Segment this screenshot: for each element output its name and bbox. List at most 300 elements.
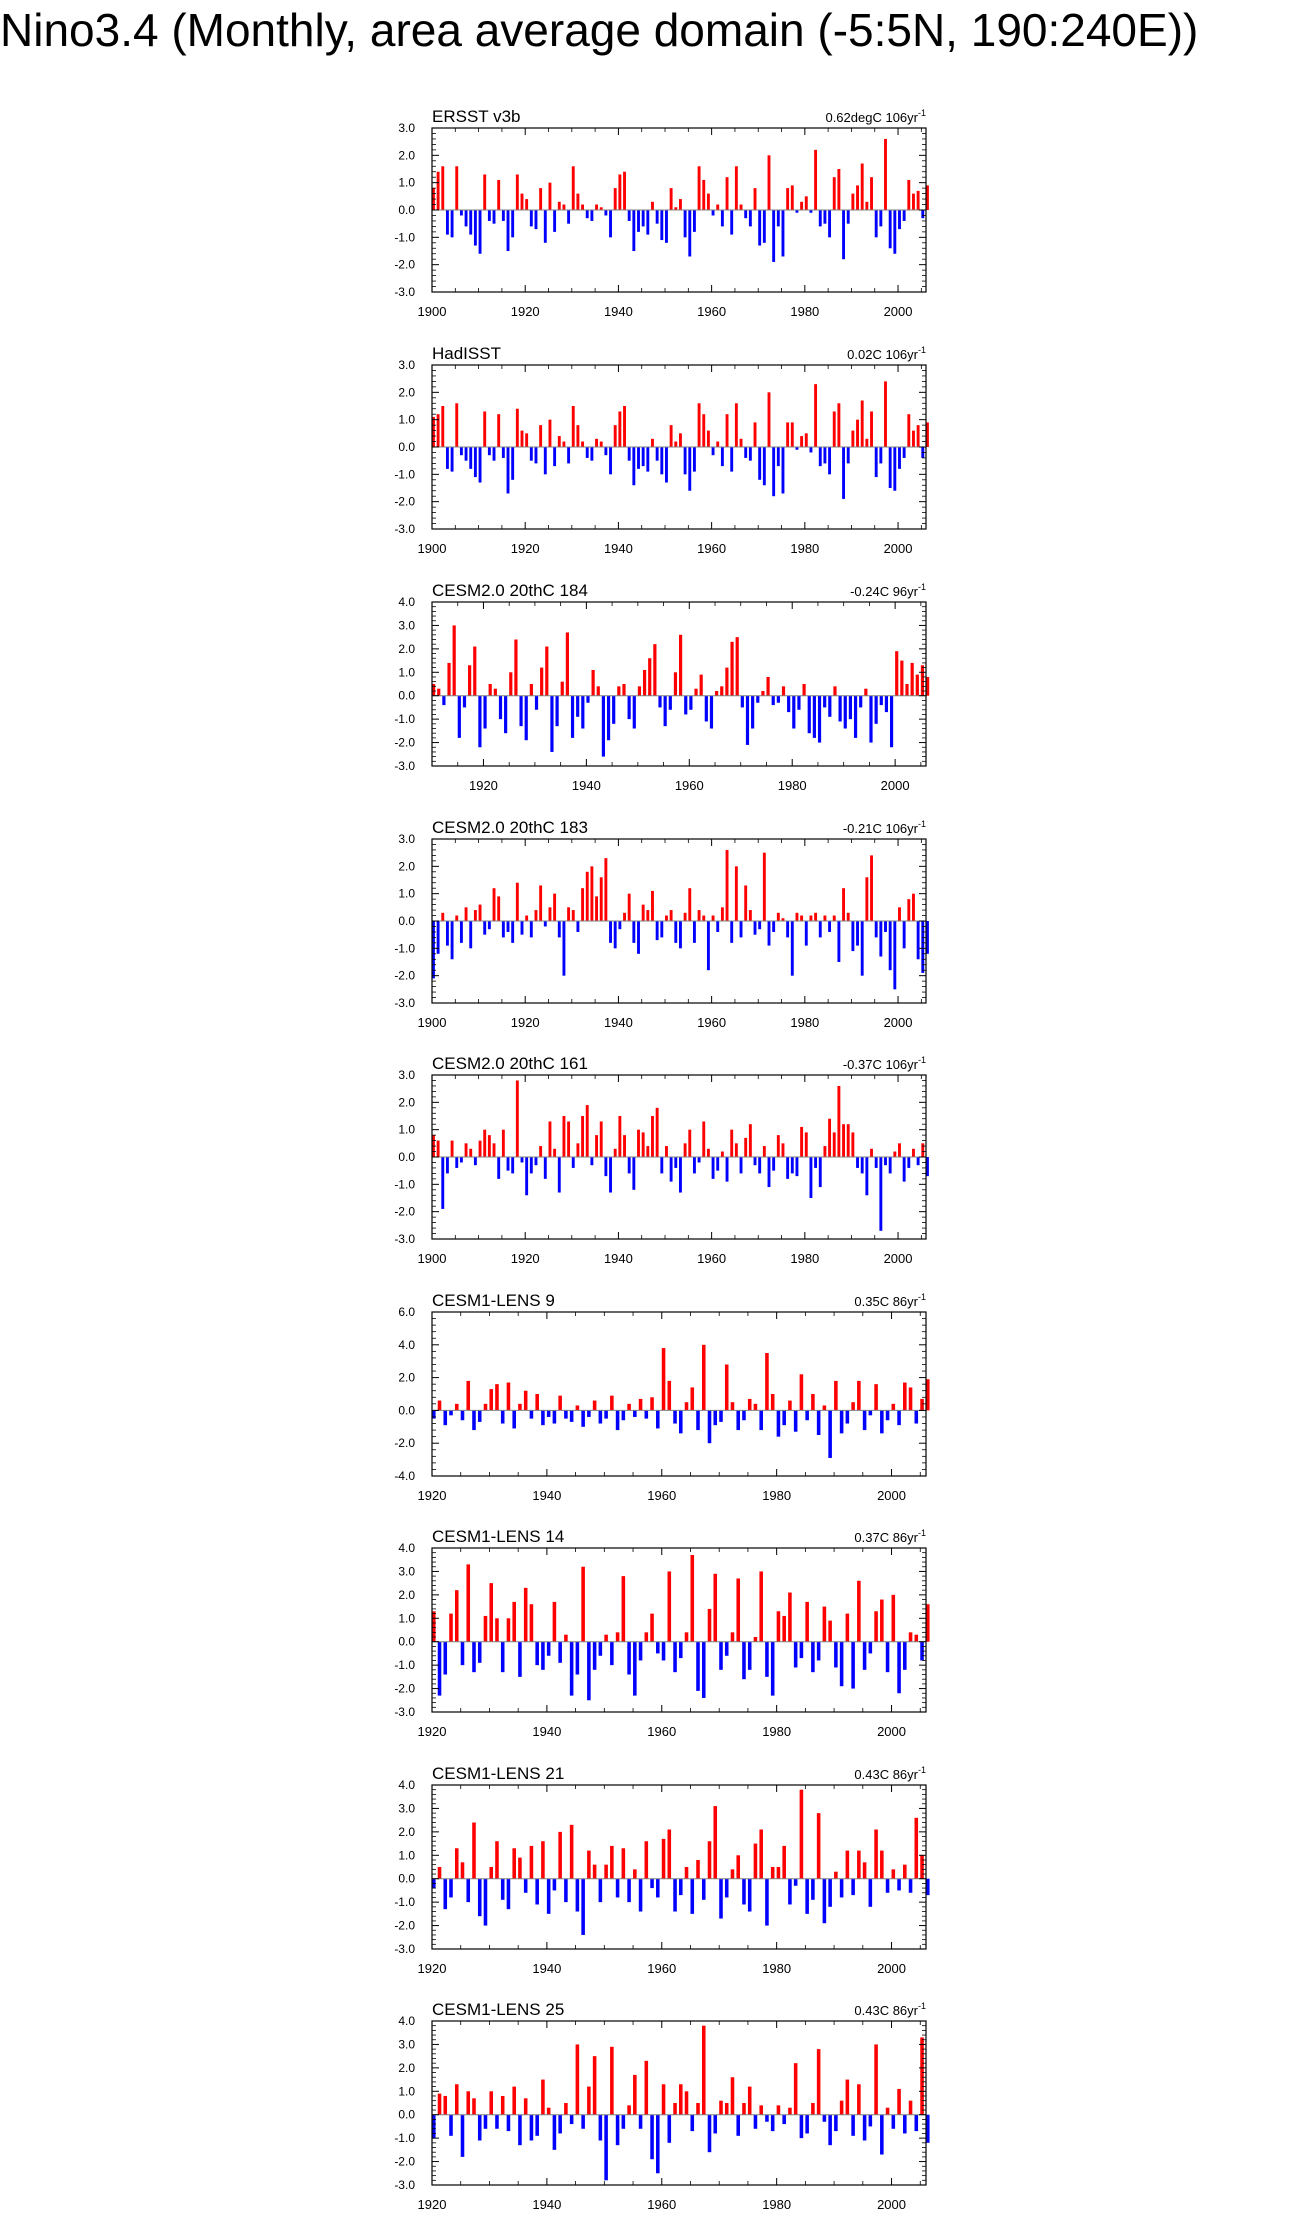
positive-anomaly-bar bbox=[761, 691, 764, 696]
negative-anomaly-bar bbox=[646, 210, 649, 235]
negative-anomaly-bar bbox=[576, 1879, 580, 1912]
negative-anomaly-bar bbox=[484, 2115, 488, 2129]
negative-anomaly-bar bbox=[921, 210, 924, 218]
positive-anomaly-bar bbox=[744, 885, 747, 921]
positive-anomaly-bar bbox=[650, 1397, 654, 1410]
positive-anomaly-bar bbox=[884, 381, 887, 447]
x-tick-label: 1960 bbox=[647, 1961, 677, 1976]
positive-anomaly-bar bbox=[754, 1637, 758, 1642]
negative-anomaly-bar bbox=[754, 921, 757, 935]
positive-anomaly-bar bbox=[493, 1143, 496, 1157]
positive-anomaly-bar bbox=[803, 684, 806, 696]
negative-anomaly-bar bbox=[746, 696, 749, 745]
x-tick-label: 1920 bbox=[417, 1488, 447, 1503]
negative-anomaly-bar bbox=[758, 921, 761, 929]
negative-anomaly-bar bbox=[544, 210, 547, 243]
positive-anomaly-bar bbox=[622, 1576, 626, 1642]
x-tick-label: 1940 bbox=[532, 2197, 562, 2212]
positive-anomaly-bar bbox=[495, 1841, 499, 1878]
negative-anomaly-bar bbox=[869, 696, 872, 743]
positive-anomaly-bar bbox=[777, 1867, 781, 1879]
negative-anomaly-bar bbox=[587, 1642, 591, 1701]
negative-anomaly-bar bbox=[689, 696, 692, 710]
negative-anomaly-bar bbox=[903, 921, 906, 948]
y-tick-label: -1.0 bbox=[394, 467, 415, 482]
negative-anomaly-bar bbox=[797, 696, 800, 710]
y-tick-label: -1.0 bbox=[394, 1177, 415, 1192]
chart-panel bbox=[394, 2000, 929, 2212]
positive-anomaly-bar bbox=[516, 174, 519, 210]
positive-anomaly-bar bbox=[735, 866, 738, 921]
negative-anomaly-bar bbox=[730, 921, 733, 943]
positive-anomaly-bar bbox=[455, 403, 458, 447]
negative-anomaly-bar bbox=[673, 1642, 677, 1672]
x-tick-label: 1920 bbox=[417, 1961, 447, 1976]
positive-anomaly-bar bbox=[581, 888, 584, 921]
negative-anomaly-bar bbox=[525, 1157, 528, 1195]
positive-anomaly-bar bbox=[870, 855, 873, 921]
negative-anomaly-bar bbox=[618, 921, 621, 929]
negative-anomaly-bar bbox=[716, 1157, 719, 1171]
negative-anomaly-bar bbox=[772, 210, 775, 262]
positive-anomaly-bar bbox=[679, 635, 682, 696]
negative-anomaly-bar bbox=[698, 1157, 701, 1162]
negative-anomaly-bar bbox=[674, 1157, 677, 1168]
positive-anomaly-bar bbox=[455, 1404, 459, 1411]
positive-anomaly-bar bbox=[618, 1116, 621, 1157]
negative-anomaly-bar bbox=[693, 1157, 696, 1173]
figure-title: Nino3.4 (Monthly, area average domain (-5:5N, 190:240E)) bbox=[0, 4, 1199, 56]
negative-anomaly-bar bbox=[474, 1157, 477, 1165]
negative-anomaly-bar bbox=[674, 921, 677, 943]
positive-anomaly-bar bbox=[547, 2108, 551, 2115]
positive-anomaly-bar bbox=[851, 194, 854, 210]
negative-anomaly-bar bbox=[863, 1642, 867, 1670]
positive-anomaly-bar bbox=[558, 436, 561, 447]
y-tick-label: 1.0 bbox=[398, 1848, 415, 1863]
positive-anomaly-bar bbox=[479, 1141, 482, 1157]
positive-anomaly-bar bbox=[455, 1590, 459, 1642]
positive-anomaly-bar bbox=[662, 1839, 666, 1879]
positive-anomaly-bar bbox=[698, 166, 701, 210]
positive-anomaly-bar bbox=[702, 2026, 706, 2115]
positive-anomaly-bar bbox=[800, 1127, 803, 1157]
positive-anomaly-bar bbox=[623, 172, 626, 210]
positive-anomaly-bar bbox=[742, 2103, 746, 2115]
plot-frame bbox=[432, 1785, 926, 1949]
y-tick-label: 4.0 bbox=[398, 1778, 415, 1792]
positive-anomaly-bar bbox=[595, 205, 598, 210]
negative-anomaly-bar bbox=[786, 1157, 789, 1179]
y-tick-label: -3.0 bbox=[394, 1705, 415, 1719]
y-tick-label: 3.0 bbox=[398, 1801, 415, 1816]
positive-anomaly-bar bbox=[909, 2101, 913, 2115]
negative-anomaly-bar bbox=[502, 210, 505, 221]
positive-anomaly-bar bbox=[592, 670, 595, 696]
positive-anomaly-bar bbox=[834, 1381, 838, 1411]
positive-anomaly-bar bbox=[912, 431, 915, 447]
negative-anomaly-bar bbox=[488, 210, 491, 221]
positive-anomaly-bar bbox=[884, 139, 887, 210]
y-tick-label: 1.0 bbox=[398, 1611, 415, 1626]
positive-anomaly-bar bbox=[857, 1581, 861, 1642]
negative-anomaly-bar bbox=[805, 1410, 809, 1420]
negative-anomaly-bar bbox=[740, 1157, 743, 1173]
negative-anomaly-bar bbox=[688, 210, 691, 256]
x-tick-label: 1920 bbox=[417, 1724, 447, 1739]
negative-anomaly-bar bbox=[787, 696, 790, 712]
negative-anomaly-bar bbox=[837, 921, 840, 962]
negative-anomaly-bar bbox=[903, 210, 906, 221]
negative-anomaly-bar bbox=[446, 921, 449, 946]
positive-anomaly-bar bbox=[593, 1401, 597, 1411]
negative-anomaly-bar bbox=[794, 1642, 798, 1668]
panel-annotation: 0.43C $86yr^{-1}$ bbox=[854, 1765, 926, 1782]
negative-anomaly-bar bbox=[869, 1879, 873, 1907]
positive-anomaly-bar bbox=[698, 403, 701, 447]
negative-anomaly-bar bbox=[656, 921, 659, 940]
negative-anomaly-bar bbox=[917, 921, 920, 959]
positive-anomaly-bar bbox=[688, 1130, 691, 1157]
y-tick-label: 2.0 bbox=[398, 859, 415, 874]
positive-anomaly-bar bbox=[514, 639, 517, 695]
positive-anomaly-bar bbox=[857, 2084, 861, 2114]
y-tick-label: 1.0 bbox=[398, 886, 415, 901]
positive-anomaly-bar bbox=[740, 205, 743, 210]
y-tick-label: 0.0 bbox=[398, 1634, 415, 1649]
positive-anomaly-bar bbox=[656, 1108, 659, 1157]
negative-anomaly-bar bbox=[777, 1410, 781, 1436]
x-tick-label: 1980 bbox=[762, 1488, 792, 1503]
y-tick-label: -2.0 bbox=[394, 1918, 415, 1933]
negative-anomaly-bar bbox=[844, 696, 847, 729]
positive-anomaly-bar bbox=[662, 1348, 666, 1410]
y-tick-label: 0.0 bbox=[398, 688, 415, 703]
negative-anomaly-bar bbox=[886, 1642, 890, 1672]
negative-anomaly-bar bbox=[791, 1157, 794, 1173]
negative-anomaly-bar bbox=[851, 2115, 855, 2136]
positive-anomaly-bar bbox=[455, 166, 458, 210]
negative-anomaly-bar bbox=[553, 210, 556, 232]
negative-anomaly-bar bbox=[879, 210, 882, 226]
negative-anomaly-bar bbox=[726, 1157, 729, 1182]
positive-anomaly-bar bbox=[863, 1862, 867, 1878]
x-tick-label: 2000 bbox=[883, 541, 913, 556]
positive-anomaly-bar bbox=[614, 1149, 617, 1157]
negative-anomaly-bar bbox=[849, 696, 852, 719]
negative-anomaly-bar bbox=[501, 1879, 505, 1900]
positive-anomaly-bar bbox=[837, 403, 840, 447]
negative-anomaly-bar bbox=[889, 210, 892, 248]
positive-anomaly-bar bbox=[749, 1124, 752, 1157]
positive-anomaly-bar bbox=[570, 1825, 574, 1879]
negative-anomaly-bar bbox=[856, 921, 859, 946]
negative-anomaly-bar bbox=[771, 1642, 775, 1696]
positive-anomaly-bar bbox=[483, 174, 486, 210]
negative-anomaly-bar bbox=[915, 2115, 919, 2131]
positive-anomaly-bar bbox=[501, 2096, 505, 2115]
negative-anomaly-bar bbox=[782, 2115, 786, 2124]
negative-anomaly-bar bbox=[898, 210, 901, 229]
positive-anomaly-bar bbox=[679, 433, 682, 447]
positive-anomaly-bar bbox=[628, 894, 631, 921]
positive-anomaly-bar bbox=[730, 642, 733, 696]
positive-anomaly-bar bbox=[814, 384, 817, 447]
x-tick-label: 1940 bbox=[603, 1015, 633, 1030]
positive-anomaly-bar bbox=[617, 686, 620, 695]
positive-anomaly-bar bbox=[600, 1121, 603, 1157]
positive-anomaly-bar bbox=[558, 1832, 562, 1879]
negative-anomaly-bar bbox=[823, 1879, 827, 1924]
x-tick-label: 2000 bbox=[880, 778, 910, 793]
negative-anomaly-bar bbox=[758, 1157, 761, 1173]
negative-anomaly-bar bbox=[828, 921, 831, 932]
positive-anomaly-bar bbox=[892, 1595, 896, 1642]
positive-anomaly-bar bbox=[725, 1364, 729, 1410]
negative-anomaly-bar bbox=[817, 1642, 821, 1661]
positive-anomaly-bar bbox=[576, 2044, 580, 2114]
positive-anomaly-bar bbox=[731, 1632, 735, 1641]
chart-panel bbox=[394, 818, 929, 1030]
positive-anomaly-bar bbox=[642, 1132, 645, 1157]
positive-anomaly-bar bbox=[846, 1614, 850, 1642]
positive-anomaly-bar bbox=[870, 177, 873, 210]
positive-anomaly-bar bbox=[473, 647, 476, 696]
negative-anomaly-bar bbox=[879, 447, 882, 463]
positive-anomaly-bar bbox=[786, 188, 789, 210]
negative-anomaly-bar bbox=[535, 696, 538, 710]
positive-anomaly-bar bbox=[539, 188, 542, 210]
positive-anomaly-bar bbox=[455, 1848, 459, 1878]
chart-panel bbox=[394, 1527, 929, 1739]
positive-anomaly-bar bbox=[768, 155, 771, 210]
negative-anomaly-bar bbox=[890, 696, 893, 748]
negative-anomaly-bar bbox=[479, 447, 482, 483]
positive-anomaly-bar bbox=[512, 1602, 516, 1642]
x-tick-label: 1940 bbox=[571, 778, 601, 793]
negative-anomaly-bar bbox=[442, 696, 445, 705]
negative-anomaly-bar bbox=[886, 1410, 890, 1420]
positive-anomaly-bar bbox=[861, 164, 864, 210]
y-tick-label: -2.0 bbox=[394, 735, 415, 750]
positive-anomaly-bar bbox=[616, 1632, 620, 1641]
negative-anomaly-bar bbox=[792, 696, 795, 729]
positive-anomaly-bar bbox=[800, 202, 803, 210]
positive-anomaly-bar bbox=[763, 1146, 766, 1157]
positive-anomaly-bar bbox=[438, 1867, 442, 1879]
positive-anomaly-bar bbox=[754, 188, 757, 210]
panel-annotation: 0.37C $86yr^{-1}$ bbox=[854, 1528, 926, 1545]
negative-anomaly-bar bbox=[840, 1410, 844, 1433]
negative-anomaly-bar bbox=[499, 696, 502, 719]
x-tick-label: 1960 bbox=[674, 778, 704, 793]
negative-anomaly-bar bbox=[507, 447, 510, 493]
y-tick-label: -3.0 bbox=[394, 285, 415, 299]
positive-anomaly-bar bbox=[466, 2091, 470, 2114]
positive-anomaly-bar bbox=[437, 172, 440, 210]
positive-anomaly-bar bbox=[441, 913, 444, 921]
negative-anomaly-bar bbox=[460, 210, 463, 215]
positive-anomaly-bar bbox=[576, 194, 579, 210]
positive-anomaly-bar bbox=[540, 668, 543, 696]
positive-anomaly-bar bbox=[553, 1149, 556, 1157]
negative-anomaly-bar bbox=[903, 447, 906, 458]
negative-anomaly-bar bbox=[547, 1879, 551, 1914]
positive-anomaly-bar bbox=[833, 916, 836, 921]
negative-anomaly-bar bbox=[880, 1410, 884, 1433]
positive-anomaly-bar bbox=[541, 1841, 545, 1878]
y-tick-label: -1.0 bbox=[394, 2131, 415, 2146]
positive-anomaly-bar bbox=[796, 913, 799, 921]
negative-anomaly-bar bbox=[511, 210, 514, 237]
positive-anomaly-bar bbox=[702, 916, 705, 921]
negative-anomaly-bar bbox=[472, 1410, 476, 1430]
negative-anomaly-bar bbox=[796, 1157, 799, 1176]
negative-anomaly-bar bbox=[879, 1157, 882, 1231]
negative-anomaly-bar bbox=[449, 1410, 453, 1415]
negative-anomaly-bar bbox=[684, 447, 687, 474]
negative-anomaly-bar bbox=[719, 1642, 723, 1670]
positive-anomaly-bar bbox=[920, 1399, 924, 1410]
negative-anomaly-bar bbox=[763, 447, 766, 485]
positive-anomaly-bar bbox=[662, 2084, 666, 2114]
positive-anomaly-bar bbox=[562, 1116, 565, 1157]
positive-anomaly-bar bbox=[521, 431, 524, 447]
negative-anomaly-bar bbox=[446, 210, 449, 235]
negative-anomaly-bar bbox=[800, 1642, 804, 1658]
positive-anomaly-bar bbox=[572, 406, 575, 447]
negative-anomaly-bar bbox=[765, 1642, 769, 1677]
negative-anomaly-bar bbox=[646, 447, 649, 472]
x-tick-label: 1920 bbox=[468, 778, 498, 793]
negative-anomaly-bar bbox=[507, 921, 510, 932]
positive-anomaly-bar bbox=[791, 422, 794, 447]
y-tick-label: -2.0 bbox=[394, 2154, 415, 2169]
positive-anomaly-bar bbox=[495, 1618, 499, 1641]
panel-annotation: 0.02C $106yr^{-1}$ bbox=[847, 345, 926, 362]
y-tick-label: 0.0 bbox=[398, 203, 415, 217]
positive-anomaly-bar bbox=[690, 1555, 694, 1642]
positive-anomaly-bar bbox=[489, 1867, 493, 1879]
x-tick-label: 1940 bbox=[603, 304, 633, 319]
positive-anomaly-bar bbox=[708, 1609, 712, 1642]
positive-anomaly-bar bbox=[604, 1865, 608, 1879]
positive-anomaly-bar bbox=[562, 442, 565, 447]
negative-anomaly-bar bbox=[721, 210, 724, 226]
negative-anomaly-bar bbox=[875, 921, 878, 937]
positive-anomaly-bar bbox=[650, 1614, 654, 1642]
positive-anomaly-bar bbox=[447, 663, 450, 696]
negative-anomaly-bar bbox=[607, 696, 610, 741]
positive-anomaly-bar bbox=[564, 1635, 568, 1642]
positive-anomaly-bar bbox=[685, 1632, 689, 1641]
positive-anomaly-bar bbox=[823, 1146, 826, 1157]
negative-anomaly-bar bbox=[818, 696, 821, 743]
y-tick-label: -2.0 bbox=[394, 1204, 415, 1219]
negative-anomaly-bar bbox=[679, 1642, 683, 1658]
positive-anomaly-bar bbox=[725, 668, 728, 696]
y-tick-label: 0.0 bbox=[398, 1150, 415, 1164]
positive-anomaly-bar bbox=[716, 442, 719, 447]
negative-anomaly-bar bbox=[616, 1879, 620, 1898]
positive-anomaly-bar bbox=[880, 1600, 884, 1642]
positive-anomaly-bar bbox=[665, 916, 668, 921]
negative-anomaly-bar bbox=[474, 210, 477, 246]
positive-anomaly-bar bbox=[823, 1405, 827, 1410]
y-tick-label: 1.0 bbox=[398, 175, 415, 190]
negative-anomaly-bar bbox=[794, 1410, 798, 1431]
positive-anomaly-bar bbox=[833, 686, 836, 695]
positive-anomaly-bar bbox=[744, 1138, 747, 1157]
negative-anomaly-bar bbox=[889, 447, 892, 488]
negative-anomaly-bar bbox=[460, 921, 463, 943]
positive-anomaly-bar bbox=[782, 1143, 785, 1157]
positive-anomaly-bar bbox=[915, 1635, 919, 1642]
positive-anomaly-bar bbox=[497, 414, 500, 447]
x-tick-label: 1920 bbox=[510, 1251, 540, 1266]
negative-anomaly-bar bbox=[690, 2115, 694, 2131]
negative-anomaly-bar bbox=[474, 447, 477, 477]
negative-anomaly-bar bbox=[917, 1157, 920, 1165]
negative-anomaly-bar bbox=[817, 1410, 821, 1435]
negative-anomaly-bar bbox=[907, 1157, 910, 1168]
negative-anomaly-bar bbox=[828, 210, 831, 237]
negative-anomaly-bar bbox=[859, 696, 862, 708]
y-tick-label: 3.0 bbox=[398, 358, 415, 372]
negative-anomaly-bar bbox=[645, 1410, 649, 1418]
negative-anomaly-bar bbox=[441, 1157, 444, 1209]
negative-anomaly-bar bbox=[495, 2115, 499, 2129]
positive-anomaly-bar bbox=[489, 1583, 493, 1642]
positive-anomaly-bar bbox=[707, 1149, 710, 1157]
y-tick-label: -1.0 bbox=[394, 230, 415, 245]
positive-anomaly-bar bbox=[604, 1635, 608, 1642]
positive-anomaly-bar bbox=[610, 2047, 614, 2115]
panel-annotation: -0.37C $106yr^{-1}$ bbox=[842, 1055, 926, 1072]
negative-anomaly-bar bbox=[465, 447, 468, 461]
negative-anomaly-bar bbox=[544, 447, 547, 474]
positive-anomaly-bar bbox=[921, 1143, 924, 1157]
negative-anomaly-bar bbox=[602, 696, 605, 757]
negative-anomaly-bar bbox=[479, 210, 482, 254]
panel-title: CESM1-LENS 14 bbox=[432, 1527, 565, 1546]
positive-anomaly-bar bbox=[800, 916, 803, 921]
positive-anomaly-bar bbox=[530, 1604, 534, 1641]
negative-anomaly-bar bbox=[749, 447, 752, 461]
negative-anomaly-bar bbox=[501, 1642, 505, 1672]
panel-annotation: 0.62degC $106yr^{-1}$ bbox=[825, 108, 926, 125]
positive-anomaly-bar bbox=[465, 907, 468, 921]
positive-anomaly-bar bbox=[670, 425, 673, 447]
negative-anomaly-bar bbox=[581, 696, 584, 729]
positive-anomaly-bar bbox=[441, 166, 444, 210]
y-tick-label: 0.0 bbox=[398, 2107, 415, 2122]
negative-anomaly-bar bbox=[642, 210, 645, 226]
positive-anomaly-bar bbox=[685, 1402, 689, 1410]
positive-anomaly-bar bbox=[719, 2101, 723, 2115]
positive-anomaly-bar bbox=[627, 2105, 631, 2114]
negative-anomaly-bar bbox=[562, 921, 565, 976]
negative-anomaly-bar bbox=[507, 1879, 511, 1909]
negative-anomaly-bar bbox=[632, 1157, 635, 1190]
positive-anomaly-bar bbox=[541, 2080, 545, 2115]
negative-anomaly-bar bbox=[650, 2115, 654, 2160]
negative-anomaly-bar bbox=[660, 210, 663, 240]
positive-anomaly-bar bbox=[809, 916, 812, 921]
positive-anomaly-bar bbox=[512, 1848, 516, 1878]
positive-anomaly-bar bbox=[453, 625, 456, 695]
positive-anomaly-bar bbox=[702, 1121, 705, 1157]
